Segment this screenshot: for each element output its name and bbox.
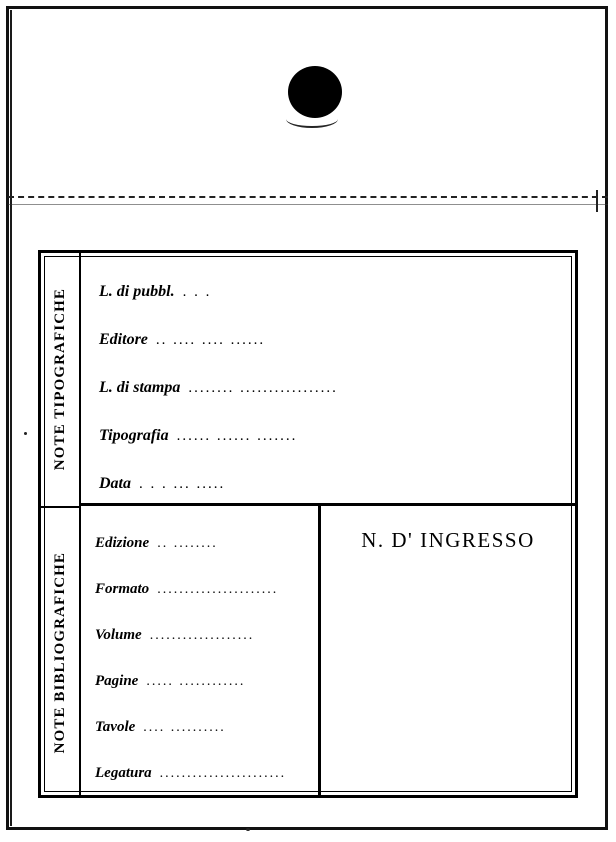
section-note-tipografiche [81,253,575,506]
catalog-card [38,250,578,798]
field-label-edizione: Edizione [95,535,150,551]
field-row-luogo-pubblicazione[interactable] [81,267,575,301]
field-row-formato[interactable] [81,568,318,598]
field-row-tavole[interactable] [81,706,318,736]
field-label-luogo-pubblicazione: L. di pubbl. [99,283,175,300]
fold-crease-line [8,196,608,198]
field-dots-volume: ................... [149,628,255,643]
field-label-tavole: Tavole [95,719,136,735]
field-row-volume[interactable] [81,614,318,644]
bibliographic-fields-column [81,506,321,795]
field-dots-luogo-pubblicazione: . . . [182,284,212,300]
side-label-tipografiche [41,253,79,506]
field-dots-legatura: ....................... [159,766,287,781]
field-label-tipografia: Tipografia [99,427,169,444]
field-label-data: Data [99,475,131,492]
fold-crease-line-secondary [8,204,608,205]
field-label-pagine: Pagine [95,673,139,689]
field-label-formato: Formato [95,581,150,597]
scan-speck [246,828,250,831]
side-label-strip [41,253,81,795]
side-label-tipografiche-text: NOTE TIPOGRAFICHE [51,288,68,471]
field-row-data[interactable] [81,459,575,493]
numero-ingresso-value[interactable] [339,576,557,756]
field-dots-data: . . . ... ..... [139,476,226,492]
field-row-pagine[interactable] [81,660,318,690]
field-row-luogo-stampa[interactable] [81,363,575,397]
section-note-bibliografiche [81,506,575,795]
field-dots-formato: ...................... [157,582,279,597]
fold-crease-tick [596,190,598,212]
side-label-bibliografiche-text: NOTE BIBLIOGRAFICHE [51,551,68,754]
numero-ingresso-title: N. D' INGRESSO [361,528,535,552]
field-row-tipografia[interactable] [81,411,575,445]
numero-ingresso-box[interactable] [321,506,575,795]
field-label-volume: Volume [95,627,142,643]
field-dots-tavole: .... .......... [143,720,226,735]
field-label-luogo-stampa: L. di stampa [99,379,181,396]
field-dots-edizione: .. ........ [157,536,218,551]
field-row-edizione[interactable] [81,522,318,552]
field-label-legatura: Legatura [95,765,152,781]
field-dots-tipografia: ...... ...... ....... [176,428,298,444]
scan-speck [24,432,27,435]
punch-hole-smudge [286,110,338,128]
field-label-editore: Editore [99,331,148,348]
field-dots-editore: .. .... .... ...... [155,332,266,348]
field-row-editore[interactable] [81,315,575,349]
side-label-bibliografiche [41,506,79,797]
field-row-legatura[interactable] [81,752,318,782]
field-dots-pagine: ..... ............ [146,674,246,689]
field-dots-luogo-stampa: ........ ................. [188,380,338,396]
